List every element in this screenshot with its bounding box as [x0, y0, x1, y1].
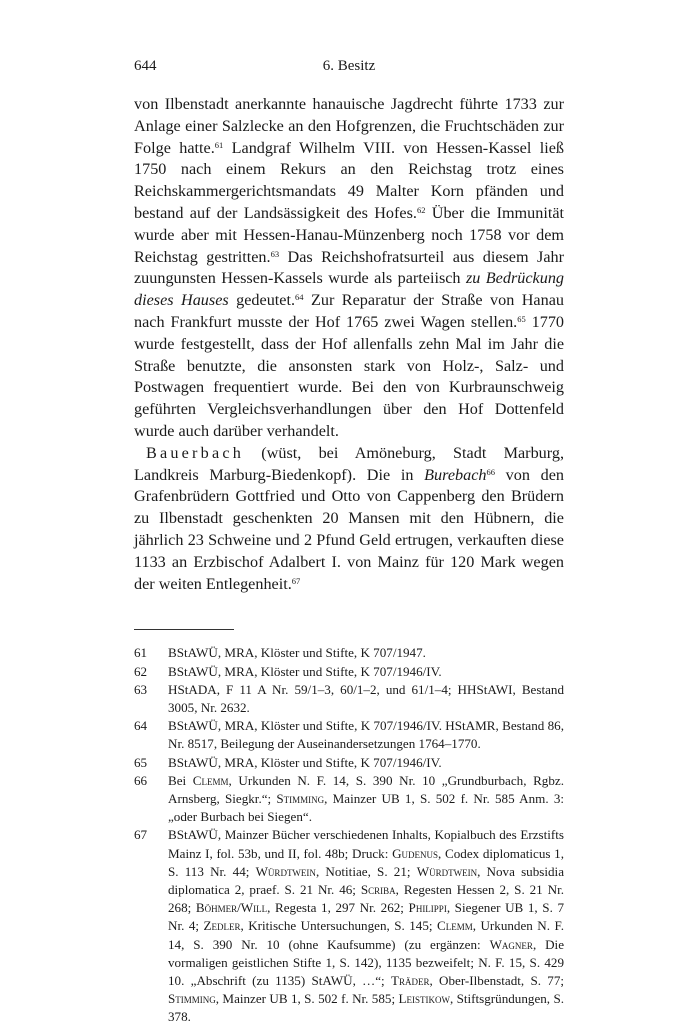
footnote-65: 65 BStAWÜ, MRA, Klöster und Stifte, K 707/1946/IV. — [134, 754, 564, 772]
body-text — [134, 94, 564, 595]
footnote-separator — [134, 629, 234, 630]
footnote-number: 62 — [134, 663, 148, 679]
footnote-ref-64[interactable]: 64 — [295, 292, 304, 303]
footnote-66: 66 Bei Clemm, Urkunden N. F. 14, S. 390 Nr. 10 „Grundburbach, Rgbz. Arnsberg, Siegkr.“; Stimming, Mainzer UB 1, S. 502 f. Nr. 585 Anm. 3: „oder Burbach bei Siegen“. — [134, 772, 564, 825]
footnote-ref-67[interactable]: 67 — [291, 575, 301, 586]
footnote-number: 65 — [134, 754, 148, 770]
author-name: Stimming — [276, 790, 325, 806]
author-name: Zedler — [203, 918, 241, 934]
quoted-phrase: zu Bedrückung dieses Hauses — [134, 269, 565, 310]
footnote-ref-61[interactable]: 61 — [214, 139, 224, 150]
author-name: Träder — [390, 972, 430, 988]
footnote-63: 63 HStADA, F 11 A Nr. 59/1–3, 60/1–2, und 61/1–4; HHStAWI, Bestand 3005, Nr. 2632. — [134, 681, 564, 715]
footnote-ref-63[interactable]: 63 — [270, 248, 280, 259]
author-name: Philippi — [408, 900, 447, 916]
footnote-number: 64 — [134, 718, 148, 734]
author-name: Gudenus — [392, 845, 439, 861]
footnote-ref-66[interactable]: 66 — [486, 466, 495, 477]
chapter-title: 6. Besitz — [322, 58, 376, 74]
footnotes — [134, 644, 564, 1026]
footnote-ref-62[interactable]: 62 — [416, 204, 426, 215]
author-name: Leistikow — [398, 991, 450, 1007]
author-name: Clemm — [437, 918, 473, 934]
footnote-61: 61 BStAWÜ, MRA, Klöster und Stifte, K 707/1947. — [134, 644, 564, 662]
running-head — [134, 58, 564, 80]
page-number: 644 — [134, 58, 157, 74]
place-heading-bauerbach: Bauerbach — [146, 443, 245, 462]
author-name: Wagner — [489, 936, 533, 952]
place-name-burebach: Burebach — [424, 465, 487, 484]
footnote-67: 67 BStAWÜ, Mainzer Bücher verschiedenen Inhalts, Kopialbuch des Erzstifts Mainz I, fol. 53b, und II, fol. 48b; Druck: Gudenus, Codex diplomaticus 1, S. 113 Nr. 44; Würdtwein, Notitiae, S. 21; Würdtwein, Nova subsidia diplomatica 2, praef. S. 21 Nr. 46; Scriba, Regesten Hessen 2, S. 21 Nr. 268; Böhmer/Will, Regesta 1, 297 Nr. 262; Philippi, Siegener UB 1, S. 7 Nr. 4; Zedler, Kritische Untersuchungen, S. 145; Clemm, Urkunden N. F. 14, S. 390 Nr. 10 (ohne Kaufsumme) (zu ergänzen: Wagner, Die vormaligen geistlichen Stifte 1, S. 142), 1135 bezweifelt; N. F. 15, S. 429 10. „Abschrift (zu 1135) StAWÜ, …“; Träder, Ober-Ilbenstadt, S. 77; Stimming, Mainzer UB 1, S. 502 f. Nr. 585; Leistikow, Stiftsgründungen, S. 378. — [134, 827, 565, 1025]
author-name: Scriba — [360, 881, 396, 897]
author-name: Clemm — [192, 772, 229, 788]
book-page — [134, 58, 564, 1027]
author-name: Würdtwein — [416, 863, 478, 879]
footnote-number: 61 — [134, 645, 148, 661]
footnote-number: 63 — [134, 681, 148, 697]
paragraph-bauerbach: Bauerbach (wüst, bei Amöneburg, Stadt Marburg, Landkreis Marburg-Biedenkopf). Die in Burebach$^{66}$ von den Grafenbrüdern Gottfried und Otto von Cappenberg den Brüdern zu Ilbenstadt geschenkten 20 Mansen mit den Hübnern, die jährlich 23 Schweine und 2 Pfund Geld ertrugen, verkauften diese 1133 an Erzbischof Adalbert I. von Mainz für 120 Mark wegen der weiten Entlegenheit.$^{67}$ — [134, 443, 565, 593]
footnote-number: 66 — [134, 772, 148, 788]
footnote-number: 67 — [134, 827, 148, 843]
author-name: Stimming — [168, 991, 216, 1007]
author-name: Würdtwein — [255, 863, 316, 879]
footnote-64: 64 BStAWÜ, MRA, Klöster und Stifte, K 707/1946/IV. HStAMR, Bestand 86, Nr. 8517, Beilegung der Auseinandersetzungen 1764–1770. — [134, 718, 564, 752]
footnote-ref-65[interactable]: 65 — [517, 313, 526, 324]
author-name: Böhmer/Will — [195, 900, 268, 916]
paragraph-ilbenstadt-hunting: von Ilbenstadt anerkannte hanauische Jagdrecht führte 1733 zur Anlage einer Salzlecke an den Hofgrenzen, die Fruchtschäden zur Folge hatte.$^{61}$ Landgraf Wilhelm VIII. von Hessen-Kassel ließ 1750 nach einem Rekurs an den Reichstag trotz eines Reichskammergerichtsmandats 49 Malter Korn pfänden und bestand auf der Landsässigkeit des Hofes.$^{62}$ Über die Immunität wurde aber mit Hessen-Hanau-Münzenberg noch 1758 vor dem Reichstag gestritten.$^{63}$ Das Reichshofratsurteil aus diesem Jahr zuungunsten Hessen-Kassels wurde als parteiisch zu Bedrückung dieses Hauses gedeutet.$^{64}$ Zur Reparatur der Straße von Hanau nach Frankfurt musste der Hof 1765 zwei Wagen stellen.$^{65}$ 1770 wurde festgestellt, dass der Hof allenfalls zehn Mal im Jahr die Straße benutzte, die ansonsten stark von Holz-, Salz- und Postwagen frequentiert wurde. Bei den von Kurbraunschweig geführten Vergleichsverhandlungen über den Hof Dottenfeld wurde auch darüber verhandelt. — [134, 95, 565, 440]
footnote-62: 62 BStAWÜ, MRA, Klöster und Stifte, K 707/1946/IV. — [134, 663, 564, 681]
